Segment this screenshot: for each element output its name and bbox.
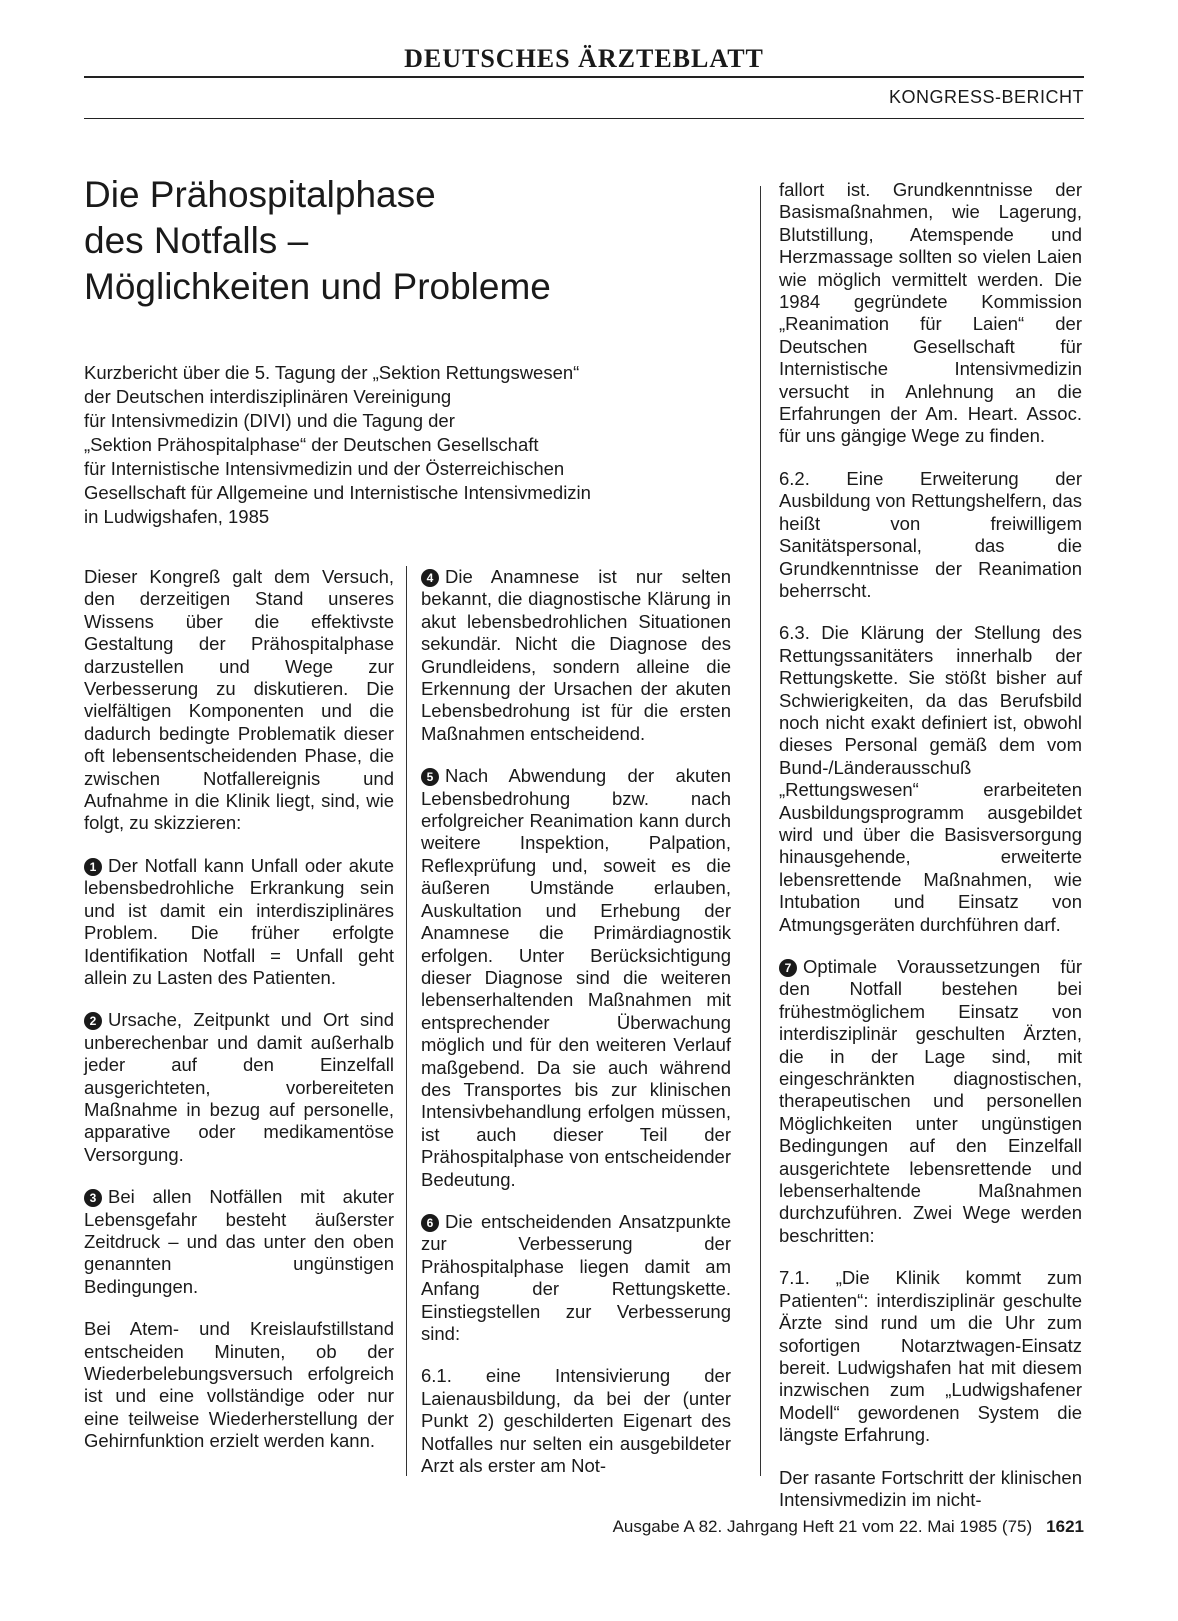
- point-7-1-paragraph: 7.1. „Die Klinik kommt zum Patienten“: interdisziplinär geschulte Ärzte sind rund um die Uhr zum sofortigen Notarztwagen-Einsatz bereit. Ludwigshafen hat mit diesem inzwischen zum „Ludwigshafener Modell“ gewordenen System die längste Erfahrung.: [779, 1267, 1082, 1446]
- section-label: KONGRESS-BERICHT: [888, 87, 1084, 107]
- number-5-badge: 5: [421, 768, 439, 786]
- number-3-badge: 3: [84, 1189, 102, 1207]
- point-6-text: Die entscheidenden Ansatzpunkte zur Verbesserung der Prähospitalphase liegen damit am Anfang der Rettungskette. Einstiegstellen zur Verbesserung sind:: [421, 1210, 731, 1344]
- point-6-paragraph: [421, 1211, 731, 1345]
- point-5-paragraph: [421, 765, 731, 1191]
- body-column-3: [779, 179, 1082, 1531]
- point-1-text: Der Notfall kann Unfall oder akute lebensbedrohliche Erkrankung sein und ist damit ein interdisziplinäres Problem. Die früher erfolgte Identifikation Notfall = Unfall geht allein zu Lasten des Patienten.: [84, 854, 394, 988]
- point-2-paragraph: [84, 1009, 394, 1166]
- point-2-text: Ursache, Zeitpunkt und Ort sind unberechenbar und damit außerhalb jeder auf den Einzelfall ausgerichteten, vorbereiteten Maßnahme in bezug auf personelle, apparative oder medikamentöse Versorgung.: [84, 1009, 394, 1165]
- subtitle-line: für Intensivmedizin (DIVI) und die Tagung der: [84, 410, 455, 431]
- number-2-badge: 2: [84, 1012, 102, 1030]
- page-footer: [84, 1517, 1084, 1537]
- cardiac-arrest-paragraph: Bei Atem- und Kreislaufstillstand entscheiden Minuten, ob der Wiederbelebungsversuch erfolgreich ist und eine vollständige oder nur eine teilweise Wiederherstellung der Gehirnfunktion erzielt werden kann.: [84, 1318, 394, 1452]
- article-subtitle: [84, 361, 724, 529]
- point-6-2-paragraph: 6.2. Eine Erweiterung der Ausbildung von Rettungshelfern, das heißt von freiwilligem Sanitätspersonal, das die Grundkenntnisse der Reanimation beherrscht.: [779, 467, 1082, 601]
- body-column-2: [421, 566, 731, 1497]
- point-7-paragraph: [779, 956, 1082, 1247]
- point-1-paragraph: [84, 855, 394, 989]
- point-4-paragraph: [421, 566, 731, 745]
- number-1-badge: 1: [84, 858, 102, 876]
- point-6-1-continued: fallort ist. Grundkenntnisse der Basismaßnahmen, wie Lagerung, Blutstillung, Atemspende und Herzmassage sollten so vielen Laien wie möglich vermittelt werden. Die 1984 gegründete Kommission „Reanimation für Laien“ der Deutschen Gesellschaft für Internistische Intensivmedizin versucht in Anlehnung an die Erfahrungen der Am. Heart. Assoc. für uns gängige Wege zu finden.: [779, 179, 1082, 447]
- closing-paragraph: Der rasante Fortschritt der klinischen Intensivmedizin im nicht-: [779, 1466, 1082, 1510]
- header-rule: [84, 76, 1084, 78]
- number-6-badge: 6: [421, 1214, 439, 1232]
- body-column-1: [84, 566, 394, 1473]
- point-6-3-paragraph: 6.3. Die Klärung der Stellung des Rettungssanitäters innerhalb der Rettungskette. Sie stößt bisher auf Schwierigkeiten, da das Berufsbild noch nicht exakt definiert ist, obwohl dieses Personal gemäß dem vom Bund-/Länderausschuß „Rettungswesen“ erarbeiteten Ausbildungsprogramm ausgebildet wird und über die Basisversorgung hinausgehende, erweiterte lebensrettende Maßnahmen, wie Intubation und Einsatz von Atmungsgeräten durchführen darf.: [779, 622, 1082, 935]
- subtitle-line: Kurzbericht über die 5. Tagung der „Sektion Rettungswesen“: [84, 362, 580, 383]
- intro-paragraph: Dieser Kongreß galt dem Versuch, den derzeitigen Stand unseres Wissens über die effektivste Gestaltung der Prähospitalphase darzustellen und Wege zur Verbesserung zu diskutieren. Die vielfältigen Komponenten und die dadurch bedingte Problematik dieser oft lebensentscheidenden Phase, die zwischen Notfallereignis und Aufnahme in die Klinik liegt, sind, wie folgt, zu skizzieren:: [84, 566, 394, 834]
- headline-line-2: des Notfalls –: [84, 220, 309, 261]
- point-4-text: Die Anamnese ist nur selten bekannt, die diagnostische Klärung in akut lebensbedrohlichen Situationen sekundär. Nicht die Diagnose des Grundleidens, sondern alleine die Erkennung der Ursachen der akuten Lebensbedrohung ist für die ersten Maßnahmen entscheidend.: [421, 566, 731, 744]
- page-number: 1621: [1046, 1517, 1084, 1536]
- point-3-text: Bei allen Notfällen mit akuter Lebensgefahr besteht äußerster Zeitdruck – und das unter den oben genannten ungünstigen Bedingungen.: [84, 1186, 394, 1297]
- point-7-text: Optimale Voraussetzungen für den Notfall bestehen bei frühestmöglichem Einsatz von interdisziplinär geschulten Ärzten, die in der Lage sind, mit eingeschränkten diagnostischen, therapeutischen und personellen Möglichkeiten unter ungünstigen Bedingungen auf den Einzelfall ausgerichtete lebensrettende und lebenserhaltende Maßnahmen durchzuführen. Zwei Wege werden beschritten:: [779, 956, 1082, 1246]
- section-rule: [84, 118, 1084, 119]
- column-divider: [760, 186, 761, 1476]
- subtitle-line: Gesellschaft für Allgemeine und Internistische Intensivmedizin: [84, 482, 591, 503]
- article-headline: [84, 172, 724, 310]
- point-3-paragraph: [84, 1186, 394, 1298]
- masthead: [84, 44, 1084, 74]
- point-5-text: Nach Abwendung der akuten Lebensbedrohung bzw. nach erfolgreicher Reanimation kann durch weitere Inspektion, Palpation, Reflexprüfung und, soweit es die äußeren Umstände erlauben, Auskultation und Erhebung der Anamnese die Primärdiagnostik erfolgen. Unter Berücksichtigung dieser Diagnose sind die weiteren lebenserhaltenden Maßnahmen mit entsprechender Überwachung möglich und für den weiteren Verlauf maßgebend. Da sie auch während des Transportes bis zur klinischen Intensivbehandlung erfolgen müssen, ist auch dieser Teil der Prähospitalphase von entscheidender Bedeutung.: [421, 765, 731, 1190]
- number-4-badge: 4: [421, 569, 439, 587]
- column-divider: [406, 566, 407, 1476]
- footer-citation: Ausgabe A 82. Jahrgang Heft 21 vom 22. Mai 1985 (75): [612, 1517, 1033, 1536]
- headline-line-3: Möglichkeiten und Probleme: [84, 266, 551, 307]
- subtitle-line: in Ludwigshafen, 1985: [84, 506, 270, 527]
- point-6-1-paragraph: 6.1. eine Intensivierung der Laienausbildung, da bei der (unter Punkt 2) geschilderten Eigenart des Notfalles nur selten ein ausgebildeter Arzt als erster am Not-: [421, 1365, 731, 1477]
- journal-title: DEUTSCHES ÄRZTEBLATT: [404, 44, 764, 73]
- headline-line-1: Die Prähospitalphase: [84, 174, 436, 215]
- number-7-badge: 7: [779, 959, 797, 977]
- subtitle-line: der Deutschen interdisziplinären Vereinigung: [84, 386, 452, 407]
- subtitle-line: „Sektion Prähospitalphase“ der Deutschen Gesellschaft: [84, 434, 539, 455]
- subtitle-line: für Internistische Intensivmedizin und der Österreichischen: [84, 458, 565, 479]
